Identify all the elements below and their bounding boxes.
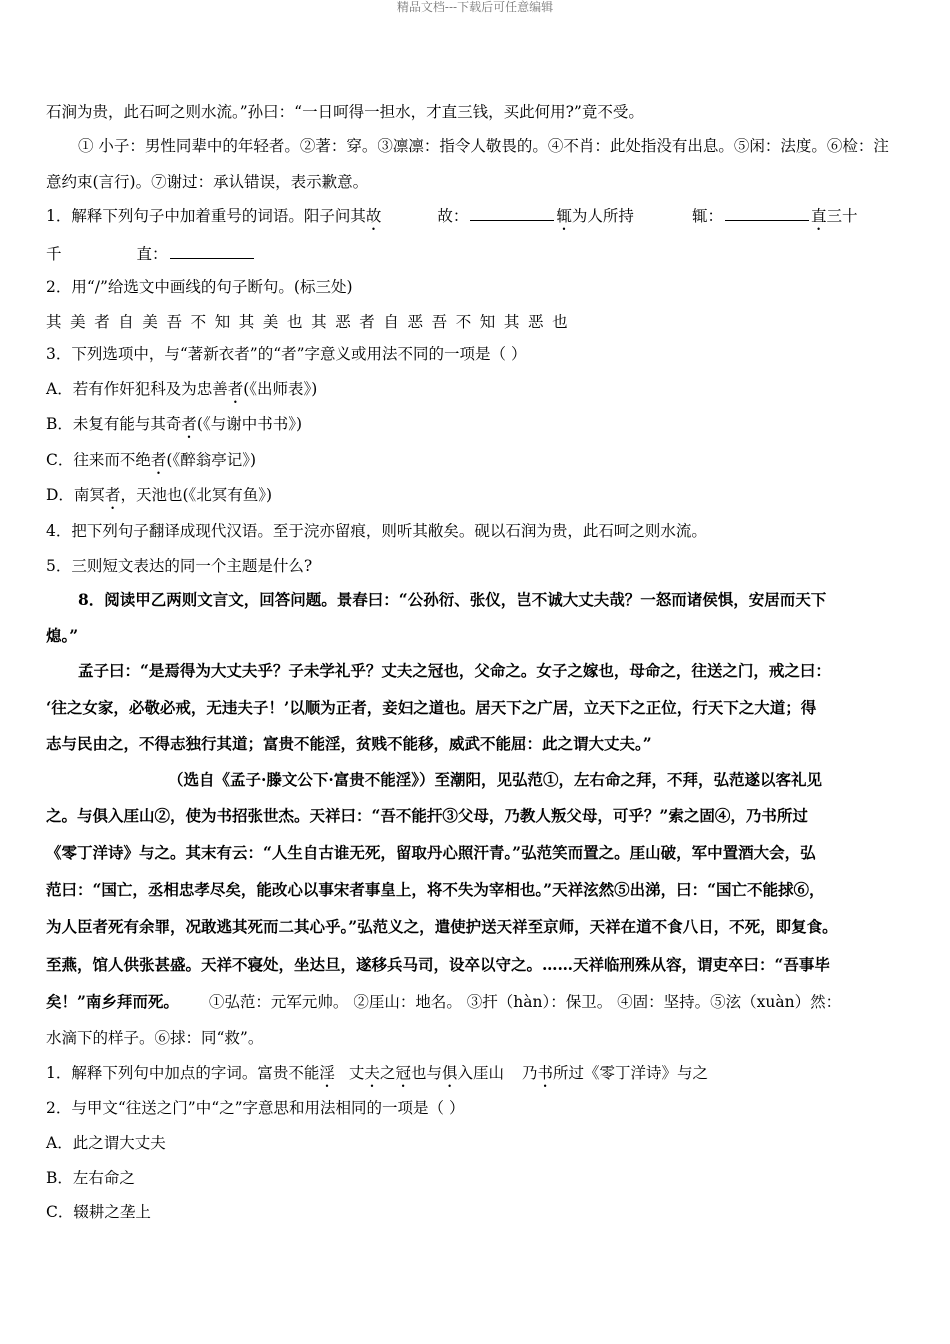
header-note: 精品文档---下载后可任意编辑 [396, 0, 554, 14]
answer-blank[interactable] [170, 244, 254, 259]
passage-sentence: 其美者自美吾不知其美也其恶者自恶吾不知其恶也 [46, 313, 577, 331]
passage-line: 范曰：“国亡，丞相忠孝尽矣，能改心以事宋者事皇上，将不失为宰相也。”天祥泫然⑤出涕，曰：“国亡不能捄⑥， [46, 880, 825, 899]
passage-line: 熄。” [46, 626, 79, 645]
question-text: 三十 [826, 207, 858, 225]
passage-line: 8．阅读甲乙两则文言文，回答问题。景春曰：“公孙衍、张仪，岂不诚大丈夫哉？一怒而诸侯惧，安居而天下 [78, 590, 827, 609]
emphasized-word: 者 [104, 486, 121, 504]
emphasized-word: 直 [810, 207, 827, 225]
option-a: A．若有作奸犯科及为忠善者(《出师表》) [46, 380, 318, 398]
option-c: C．往来而不绝者(《醉翁亭记》) [46, 451, 256, 469]
question-4: 4．把下列句子翻译成现代汉语。至于浣亦留痕，则听其敝矣。砚以石润为贵，此石呵之则水流。 [46, 522, 707, 540]
emphasized-word: 者 [181, 415, 197, 433]
text-line: 石涧为贵，此石呵之则水流。”孙曰：“一日呵得一担水，才直三钱，买此何用?”竟不受。 [46, 103, 644, 121]
emphasized-word: 夫 [364, 1064, 380, 1082]
option-b: B．未复有能与其奇者(《与谢中书书》) [46, 415, 303, 433]
emphasized-word: 者 [150, 451, 167, 469]
emphasized-word: 书 [537, 1064, 554, 1082]
footnote-line: 意约束(言行)。⑦谢过：承认错误，表示歉意。 [46, 173, 369, 191]
question-text: 为人所持 [571, 207, 634, 225]
option-d: D．南冥者，天池也(《北冥有鱼》) [46, 486, 273, 504]
answer-blank[interactable] [470, 206, 554, 221]
passage-line: 至燕，馆人供张甚盛。天祥不寝处，坐达旦，遂移兵马司，设卒以守之。……天祥临刑殊从容，谓吏卒曰：“吾事毕 [46, 955, 830, 974]
question-1 [46, 206, 916, 234]
answer-label: 直： [136, 245, 168, 263]
emphasized-word: 辄 [556, 207, 572, 225]
question-2: 2．用“/”给选文中画线的句子断句。(标三处) [46, 278, 353, 296]
passage-line: 《零丁洋诗》与之。其末有云：“人生自古谁无死，留取丹心照汗青。”弘范笑而置之。厓山破，军中置酒大会，弘 [46, 843, 816, 862]
answer-blank[interactable] [725, 206, 809, 221]
question-r2: 2．与甲文“往送之门”中“之”字意思和用法相同的一项是（ ） [46, 1099, 465, 1117]
emphasized-word: 俱 [441, 1064, 458, 1082]
option-c: C．辍耕之垄上 [46, 1203, 151, 1221]
passage-line: ‘往之女家，必敬必戒，无违夫子！’以顺为正者，妾妇之道也。居天下之广居，立天下之正位，行天下之大道；得 [46, 698, 817, 717]
question-text: 1．解释下列句子中加着重号的词语。阳子问其 [46, 207, 366, 225]
passage-line: （选自《孟子·滕文公下·富贵不能淫》）至潮阳，见弘范①，左右命之拜，不拜，弘范遂以客礼见 [168, 770, 823, 789]
emphasized-word: 冠 [395, 1064, 411, 1082]
passage-line: 志与民由之，不得志独行其道；富贵不能淫，贫贱不能移，威武不能屈：此之谓大丈夫。” [46, 734, 652, 753]
answer-label: 故： [437, 207, 469, 225]
question-text: 千 [46, 245, 62, 263]
answer-label: 辄： [691, 207, 723, 225]
option-b: B．左右命之 [46, 1169, 135, 1187]
option-a: A．此之谓大丈夫 [46, 1134, 166, 1152]
emphasized-word: 故 [365, 207, 382, 225]
passage-line: 之。与俱入厓山②，使为书招张世杰。天祥曰：“吾不能扞③父母，乃教人叛父母，可乎？”索之固④，乃书所过 [46, 806, 808, 825]
emphasized-word: 者 [227, 380, 244, 398]
passage-line: 为人臣者死有余罪，况敢逃其死而二其心乎。”弘范义之，遣使护送天祥至京师，天祥在道不食八日，不死，即复食。 [46, 917, 838, 936]
question-5: 5．三则短文表达的同一个主题是什么? [46, 557, 313, 575]
question-1-cont [46, 244, 916, 264]
emphasized-word: 淫 [319, 1064, 335, 1082]
passage-line: 矣！”南乡拜而死。 ①弘范：元军元帅。 ②厓山：地名。 ③扞（hàn）：保卫。 ④固：坚持。⑤泫（xuàn）然： [46, 992, 842, 1011]
footnote-line: 水滴下的样子。⑥捄：同“救”。 [46, 1029, 264, 1047]
question-3: 3．下列选项中，与“著新衣者”的“者”字意义或用法不同的一项是（ ） [46, 345, 527, 363]
question-r1: 1．解释下列句中加点的字词。富贵不能淫 丈夫之冠也与俱入厓山 乃书所过《零丁洋诗》与之 [46, 1064, 709, 1082]
footnote-line: ① 小子：男性同辈中的年轻者。②著：穿。③凛凛：指令人敬畏的。④不肖：此处指没有出息。⑤闲：法度。⑥检：注 [78, 137, 889, 155]
passage-line: 孟子曰：“是焉得为大丈夫乎？子未学礼乎？丈夫之冠也，父命之。女子之嫁也，母命之，往送之门，戒之曰： [78, 661, 831, 680]
